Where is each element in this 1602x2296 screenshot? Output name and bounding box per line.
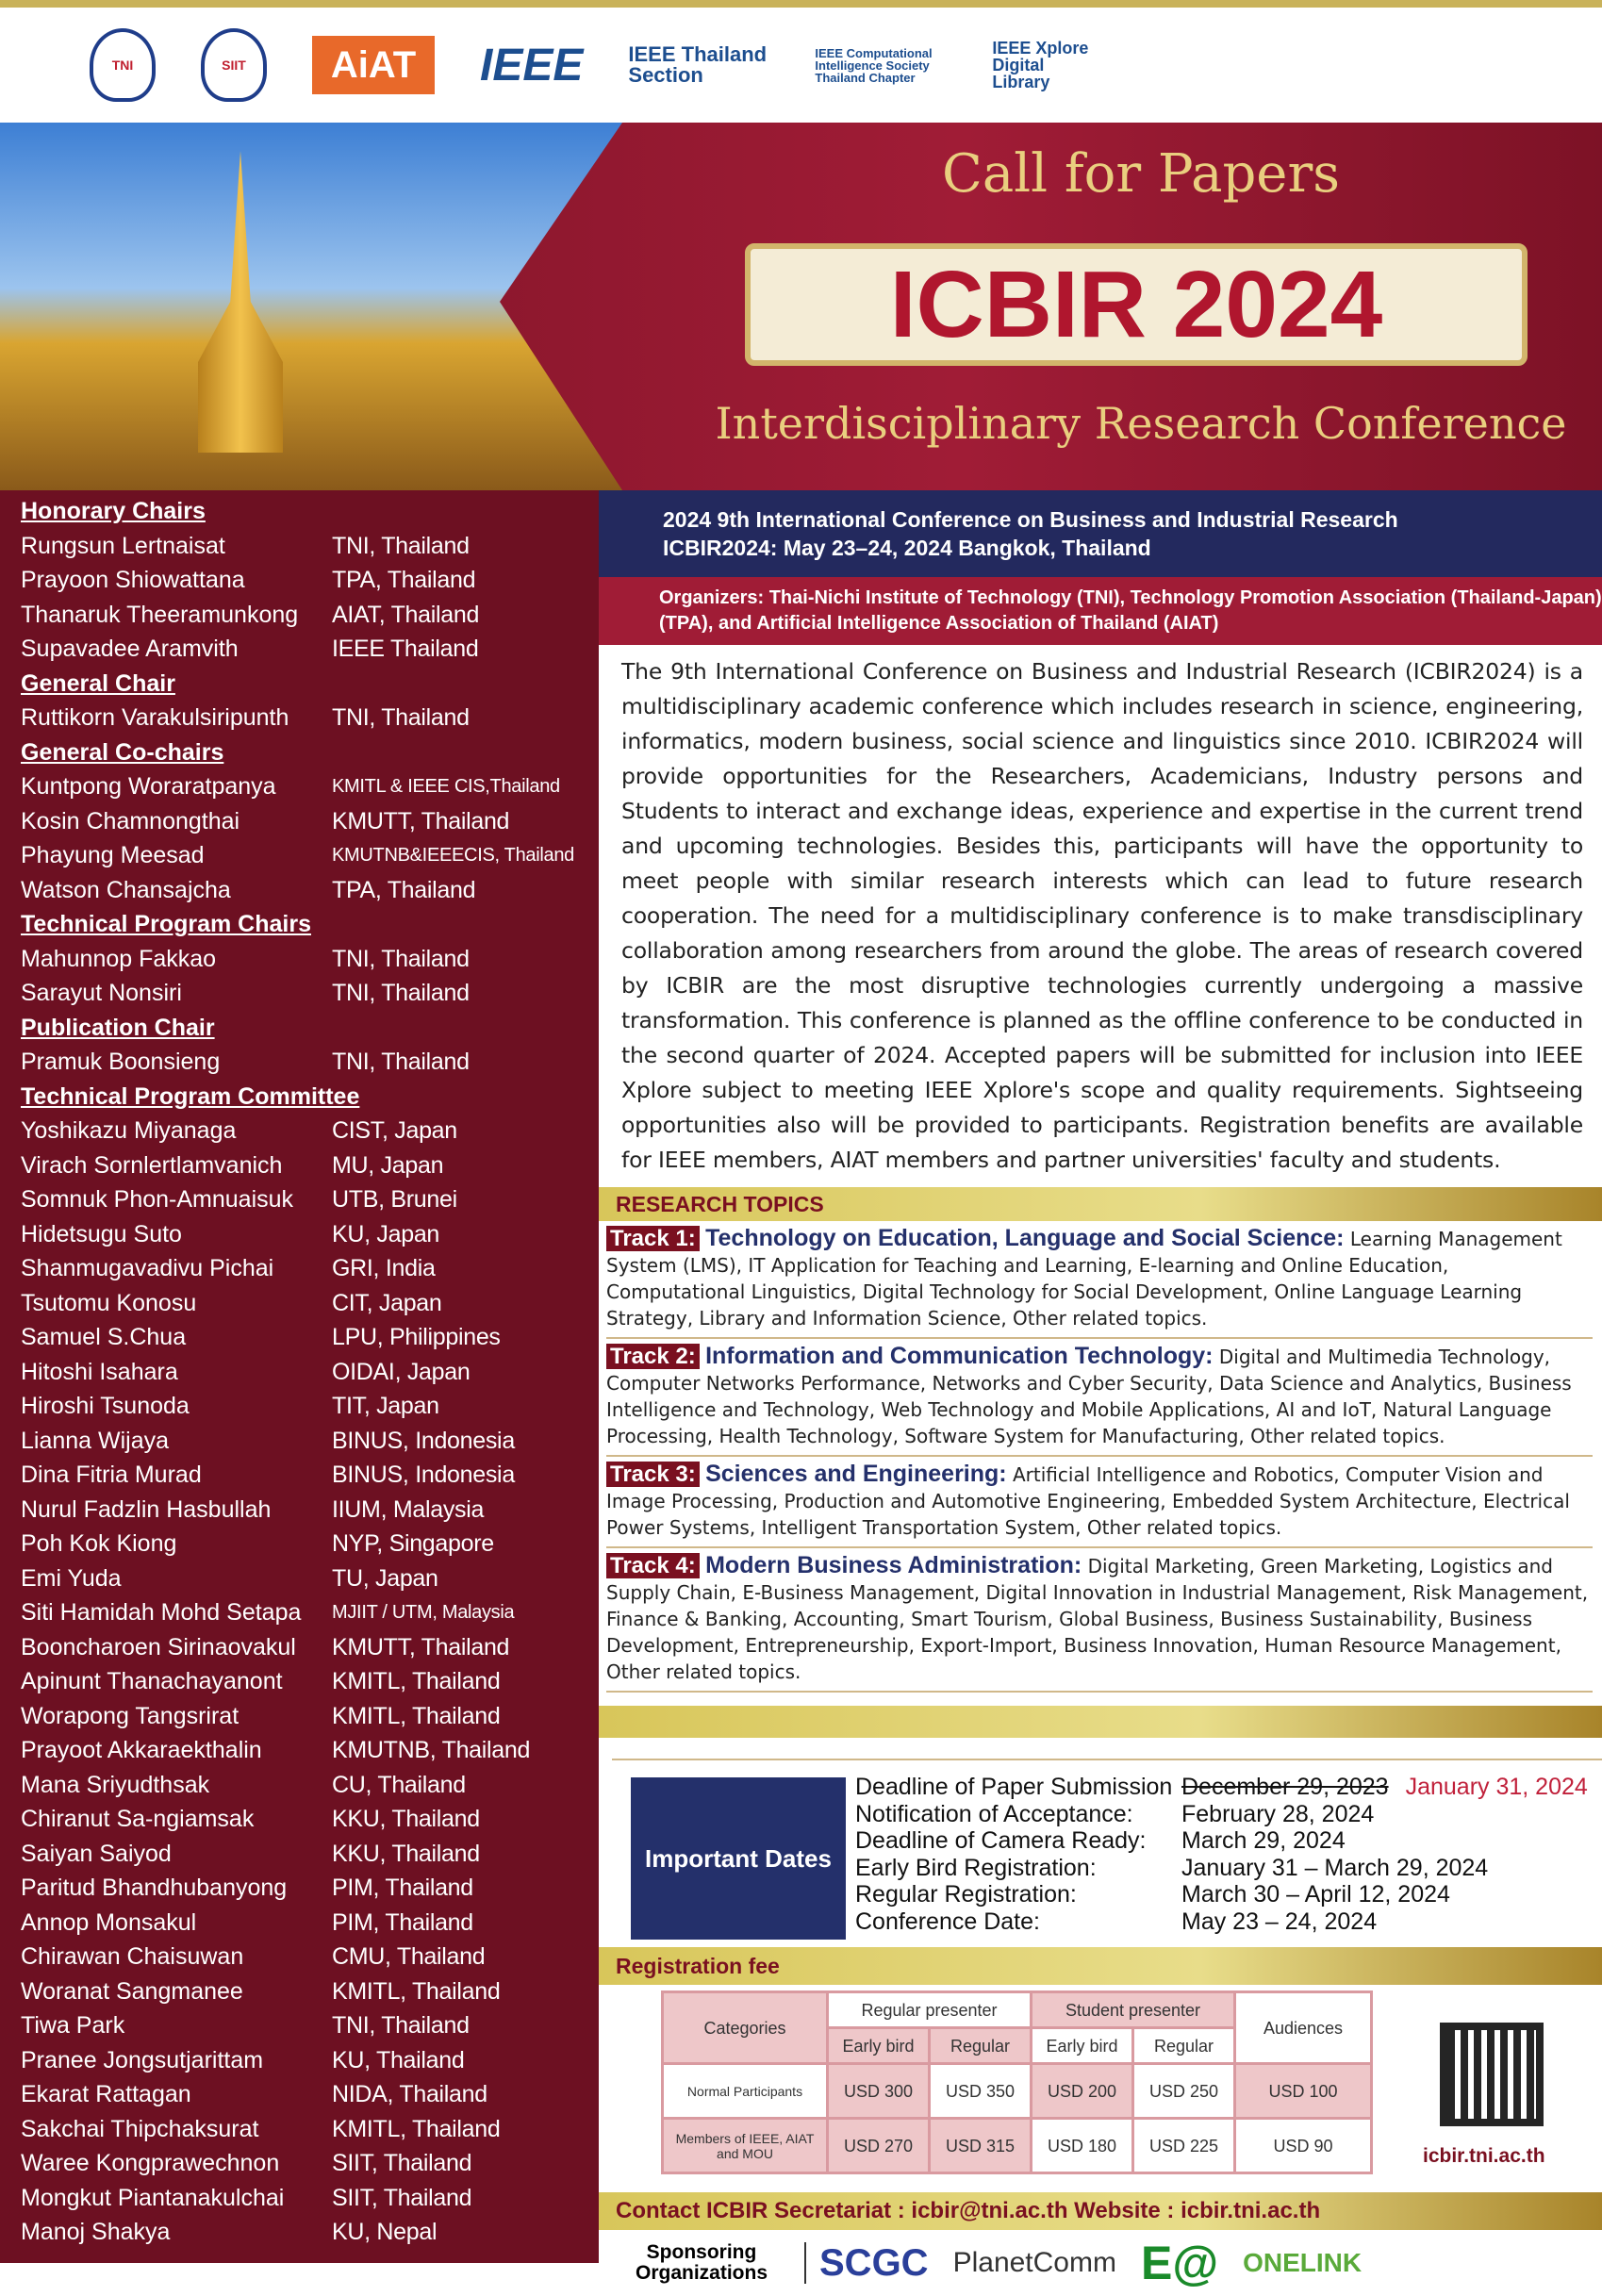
- fee-value: USD 90: [1235, 2119, 1372, 2173]
- member-name: Annop Monsakul: [21, 1908, 197, 1936]
- committee-member: [21, 2146, 599, 2181]
- track-title: Modern Business Administration:: [705, 1552, 1082, 1578]
- fee-value: USD 300: [828, 2064, 930, 2119]
- member-name: Phayung Meesad: [21, 842, 205, 868]
- aiat-logo: AiAT: [312, 36, 435, 94]
- member-name: Lianna Wijaya: [21, 1427, 170, 1454]
- header-categories: Categories: [663, 1992, 828, 2064]
- committee-member: [21, 1493, 599, 1528]
- committee-member: [21, 2181, 599, 2216]
- header-regular: Regular: [930, 2028, 1032, 2064]
- track-title: Sciences and Engineering:: [705, 1461, 1007, 1487]
- member-name: Apinunt Thanachayanont: [21, 1668, 283, 1694]
- member-name: Supavadee Aramvith: [21, 636, 239, 662]
- committee-member: [21, 873, 599, 908]
- committee-member: [21, 563, 599, 598]
- member-affiliation: KMITL, Thailand: [332, 1702, 501, 1729]
- committee-member: [21, 769, 599, 804]
- member-affiliation: BINUS, Indonesia: [332, 1427, 515, 1454]
- committee-member: [21, 976, 599, 1011]
- date-label: Early Bird Registration:: [855, 1854, 1097, 1881]
- date-value: February 28, 2024: [1181, 1800, 1375, 1827]
- track-title: Information and Communication Technology:: [705, 1343, 1214, 1369]
- member-name: Somnuk Phon-Amnuaisuk: [21, 1186, 294, 1213]
- date-value: [1181, 1774, 1588, 1801]
- ieee-cis-logo: IEEE Computational Intelligence Society Thailand Chapter: [815, 45, 933, 85]
- member-name: Ruttikorn Varakulsiripunth: [21, 704, 289, 731]
- committee-member: [21, 1320, 599, 1355]
- member-name: Tsutomu Konosu: [21, 1289, 197, 1316]
- header-early-bird: Early bird: [828, 2028, 930, 2064]
- member-name: Ekarat Rattagan: [21, 2081, 191, 2107]
- conference-info: [599, 490, 1602, 577]
- banner: [0, 123, 1602, 490]
- member-name: Emi Yuda: [21, 1564, 122, 1592]
- main-content: [599, 490, 1602, 2296]
- planetcomm-logo: PlanetComm: [952, 2247, 1116, 2278]
- member-affiliation: GRI, India: [332, 1255, 436, 1281]
- track-label: Track 4:: [606, 1553, 700, 1578]
- member-name: Hidetsugu Suto: [21, 1220, 182, 1247]
- date-value: March 29, 2024: [1181, 1827, 1346, 1854]
- committee-member: [21, 1768, 599, 1803]
- fee-value: USD 200: [1032, 2064, 1133, 2119]
- committee-member: [21, 1630, 599, 1665]
- date-label: Notification of Acceptance:: [855, 1800, 1133, 1827]
- qr-label[interactable]: icbir.tni.ac.th: [1423, 2145, 1545, 2167]
- member-affiliation: KKU, Thailand: [332, 1840, 480, 1867]
- member-name: Prayoot Akkaraekthalin: [21, 1737, 262, 1763]
- member-affiliation: TNI, Thailand: [332, 704, 470, 731]
- member-name: Woranat Sangmanee: [21, 1977, 243, 2005]
- conference-subtitle: Interdisciplinary Research Conference: [715, 398, 1567, 449]
- fee-value: USD 180: [1032, 2119, 1133, 2173]
- new-date: January 31, 2024: [1405, 1774, 1588, 1800]
- member-name: Kosin Chamnongthai: [21, 807, 240, 834]
- date-label: Deadline of Camera Ready:: [855, 1827, 1147, 1854]
- member-name: Chirawan Chaisuwan: [21, 1943, 244, 1970]
- member-name: Mongkut Piantanakulchai: [21, 2184, 285, 2211]
- member-name: Yoshikazu Miyanaga: [21, 1117, 237, 1144]
- committee-member: [21, 1424, 599, 1459]
- member-name: Rungsun Lertnaisat: [21, 532, 225, 559]
- member-name: Waree Kongprawechnon: [21, 2150, 280, 2176]
- committee-member: [21, 1527, 599, 1561]
- ieee-thailand-logo: IEEE Thailand Section: [628, 42, 768, 87]
- date-label: Regular Registration:: [855, 1881, 1077, 1908]
- member-affiliation: TPA, Thailand: [332, 876, 476, 903]
- member-name: Virach Sornlertlamvanich: [21, 1151, 283, 1179]
- member-affiliation: AIAT, Thailand: [332, 601, 480, 628]
- member-name: Hiroshi Tsunoda: [21, 1393, 190, 1419]
- member-affiliation: IIUM, Malaysia: [332, 1495, 485, 1523]
- ieee-logo: IEEE: [480, 40, 584, 91]
- date-row: [855, 1881, 1588, 1908]
- member-affiliation: UTB, Brunei: [332, 1186, 457, 1213]
- date-row: [855, 1855, 1588, 1882]
- committee-member: [21, 1114, 599, 1148]
- committee-member: [21, 1148, 599, 1183]
- member-affiliation: MU, Japan: [332, 1151, 444, 1179]
- member-affiliation: KMUTT, Thailand: [332, 1633, 510, 1660]
- member-name: Poh Kok Kiong: [21, 1530, 177, 1557]
- member-name: Saiyan Saiyod: [21, 1840, 172, 1867]
- member-affiliation: TNI, Thailand: [332, 980, 470, 1006]
- member-affiliation: KU, Nepal: [332, 2219, 438, 2245]
- member-affiliation: TNI, Thailand: [332, 532, 470, 559]
- committee-heading: Honorary Chairs: [21, 498, 206, 524]
- fee-value: USD 100: [1235, 2064, 1372, 2119]
- member-affiliation: KMUTT, Thailand: [332, 807, 510, 834]
- fee-table: [661, 1990, 1373, 2174]
- committee-heading: Technical Program Committee: [21, 1082, 360, 1110]
- member-affiliation: CU, Thailand: [332, 1771, 466, 1798]
- track-topics: Digital Marketing, Green Marketing, Logistics and Supply Chain, E-Business Management, Digital Innovation in Industrial Management, Risk Management, Finance & Banking, Accounting, Smart Tourism, Global Business, Business Sustainability, Business Development, Entrepreneurship, Export-Import, Business Innovation, Human Resource Management, Other related topics.: [606, 1555, 1589, 1683]
- member-name: Sarayut Nonsiri: [21, 980, 182, 1006]
- research-topics-heading: RESEARCH TOPICS: [599, 1187, 1602, 1221]
- member-name: Sakchai Thipchaksurat: [21, 2115, 259, 2142]
- dates-list: [855, 1774, 1588, 1935]
- header-student-presenter: Student presenter: [1032, 1992, 1235, 2028]
- track-title: Technology on Education, Language and Social Science:: [705, 1225, 1345, 1251]
- member-affiliation: TPA, Thailand: [332, 567, 476, 593]
- member-name: Chiranut Sa-ngiamsak: [21, 1806, 255, 1832]
- committee-member: [21, 2077, 599, 2112]
- member-name: Pranee Jongsutjarittam: [21, 2046, 264, 2073]
- member-affiliation: OIDAI, Japan: [332, 1358, 471, 1385]
- committee-member: [21, 1906, 599, 1941]
- golden-stupa: [198, 151, 283, 453]
- registration-heading: Registration fee: [599, 1947, 1602, 1985]
- member-affiliation: LPU, Philippines: [332, 1324, 501, 1350]
- committee-member: [21, 838, 599, 873]
- member-affiliation: KU, Thailand: [332, 2046, 465, 2073]
- track-topics: Artificial Intelligence and Robotics, Computer Vision and Image Processing, Production and Automotive Engineering, Embedded System Architecture, Electrical Power Systems, Intelligent Transportation System, Other related topics.: [606, 1463, 1570, 1539]
- member-name: Nurul Fadzlin Hasbullah: [21, 1495, 272, 1523]
- committee-heading: General Co-chairs: [21, 738, 224, 766]
- member-name: Watson Chansajcha: [21, 876, 231, 903]
- fee-value: USD 250: [1133, 2064, 1235, 2119]
- member-affiliation: MJIIT / UTM, Malaysia: [332, 1602, 515, 1623]
- member-affiliation: KMITL, Thailand: [332, 2115, 501, 2142]
- member-affiliation: KMUTNB&IEEECIS, Thailand: [332, 845, 574, 866]
- fee-value: USD 270: [828, 2119, 930, 2173]
- date-value: May 23 – 24, 2024: [1181, 1908, 1378, 1935]
- header-early-bird: Early bird: [1032, 2028, 1133, 2064]
- committee-member: [21, 804, 599, 839]
- description: The 9th International Conference on Business and Industrial Research (ICBIR2024) is a multidisciplinary academic conference which includes research in science, engineering, informatics, modern business, social science and linguistics since 2010. ICBIR2024 will provide opportunities for the Researchers, Academicians, Industry persons and Students to interact and exchange ideas, experience and expertise in the current trend and upcoming technologies. Besides this, participants will have the opportunity to meet people with similar research interests which can lead to future research cooperation. The need for a multidisciplinary conference is to make transdisciplinary collaboration among researchers from around the globe. The areas of research covered by ICBIR are the most disruptive technologies currently undergoing a massive transformation. This conference is planned as the offline conference to be conducted in the second quarter of 2024. Accepted papers will be submitted for inclusion into IEEE Xplore subject to meeting IEEE Xplore's scope and quality requirements. Sightseeing opportunities also will be provided to participants. Registration benefits are available for IEEE members, AIAT members and partner universities' faculty and students.: [621, 658, 1583, 1173]
- committee-member: [21, 1355, 599, 1390]
- member-affiliation: KKU, Thailand: [332, 1806, 480, 1832]
- committee-member: [21, 942, 599, 977]
- member-affiliation: SIIT, Thailand: [332, 2184, 472, 2211]
- committee-member: [21, 1974, 599, 2009]
- committee-member: [21, 529, 599, 564]
- fee-row: [663, 2064, 1372, 2119]
- date-label: Conference Date:: [855, 1908, 1040, 1935]
- header-regular: Regular: [1133, 2028, 1235, 2064]
- conference-line-2: ICBIR2024: May 23–24, 2024 Bangkok, Thailand: [663, 536, 1151, 560]
- track-3: [606, 1457, 1593, 1548]
- committee-member: [21, 1045, 599, 1080]
- important-dates: [612, 1759, 1602, 1947]
- track-label: Track 3:: [606, 1462, 700, 1487]
- committee-member: [21, 1940, 599, 1974]
- member-affiliation: KMUTNB, Thailand: [332, 1737, 531, 1763]
- member-name: Shanmugavadivu Pichai: [21, 1255, 274, 1281]
- member-affiliation: CIST, Japan: [332, 1117, 457, 1144]
- date-row: [855, 1827, 1588, 1855]
- member-name: Pramuk Boonsieng: [21, 1049, 221, 1075]
- date-value: March 30 – April 12, 2024: [1181, 1881, 1450, 1908]
- date-label: Deadline of Paper Submission: [855, 1774, 1173, 1800]
- committee-member: [21, 1871, 599, 1906]
- committee-member: [21, 1251, 599, 1286]
- member-name: Mana Sriyudthsak: [21, 1771, 210, 1798]
- old-date: December 29, 2023: [1181, 1774, 1389, 1800]
- date-value: January 31 – March 29, 2024: [1181, 1854, 1489, 1881]
- committee-member: [21, 701, 599, 735]
- date-row: [855, 1774, 1588, 1801]
- committee-heading: Technical Program Chairs: [21, 911, 311, 937]
- header-audiences: Audiences: [1235, 1992, 1372, 2064]
- committee-member: [21, 1595, 599, 1630]
- committee-member: [21, 1458, 599, 1493]
- committee-member: [21, 2043, 599, 2078]
- track-4: [606, 1548, 1593, 1693]
- logo-bar: [0, 0, 1602, 123]
- fee-value: USD 225: [1133, 2119, 1235, 2173]
- member-name: Thanaruk Theeramunkong: [21, 601, 299, 628]
- committee-member: [21, 1217, 599, 1252]
- committee-list: [0, 490, 599, 2263]
- member-affiliation: CMU, Thailand: [332, 1943, 486, 1970]
- track-2: [606, 1339, 1593, 1457]
- member-name: Dina Fitria Murad: [21, 1462, 202, 1488]
- member-affiliation: SIIT, Thailand: [332, 2150, 472, 2176]
- member-affiliation: KMITL & IEEE CIS,Thailand: [332, 776, 560, 797]
- contact-info: Contact ICBIR Secretariat : icbir@tni.ac.th Website : icbir.tni.ac.th: [599, 2192, 1602, 2230]
- onelink-logo: ONELINK: [1243, 2248, 1363, 2277]
- siit-logo: SIIT: [201, 28, 267, 102]
- member-name: Kuntpong Woraratpanya: [21, 773, 276, 800]
- member-affiliation: NYP, Singapore: [332, 1530, 494, 1557]
- header-regular-presenter: Regular presenter: [828, 1992, 1032, 2028]
- committee-heading: General Chair: [21, 669, 175, 697]
- member-name: Worapong Tangsrirat: [21, 1702, 239, 1729]
- track-label: Track 1:: [606, 1226, 700, 1251]
- fee-row: [663, 2119, 1372, 2173]
- committee-member: [21, 1182, 599, 1217]
- scgc-logo: SCGC: [819, 2241, 929, 2284]
- committee-member: [21, 1733, 599, 1768]
- track-topics: Digital and Multimedia Technology, Computer Networks Performance, Networks and Cyber Security, Data Science and Analytics, Business Intelligence and Technology, Web Technology and Mobile Applications, AI and IoT, Natural Language Processing, Health Technology, Software System for Manufacturing, Other related topics.: [606, 1346, 1572, 1447]
- member-affiliation: PIM, Thailand: [332, 1908, 473, 1936]
- date-row: [855, 1801, 1588, 1828]
- member-name: Tiwa Park: [21, 2012, 125, 2039]
- committee-member: [21, 1389, 599, 1424]
- tni-logo: TNI: [90, 28, 156, 102]
- member-name: Samuel S.Chua: [21, 1324, 187, 1350]
- fee-category: Normal Participants: [663, 2064, 828, 2119]
- committee-member: [21, 2008, 599, 2043]
- committee-member: [21, 1286, 599, 1321]
- date-row: [855, 1908, 1588, 1936]
- track-1: [606, 1221, 1593, 1339]
- sponsors-label: Sponsoring Organizations: [599, 2242, 806, 2284]
- track-label: Track 2:: [606, 1344, 700, 1369]
- fee-value: USD 315: [930, 2119, 1032, 2173]
- divider-band: [599, 1706, 1602, 1738]
- fee-value: USD 350: [930, 2064, 1032, 2119]
- member-name: Mahunnop Fakkao: [21, 945, 217, 972]
- ea-logo: E@: [1140, 2237, 1219, 2289]
- fee-category: Members of IEEE, AIAT and MOU: [663, 2119, 828, 2173]
- committee-member: [21, 1802, 599, 1837]
- sponsors: [599, 2230, 1602, 2296]
- committee-member: [21, 1837, 599, 1872]
- member-name: Prayoon Shiowattana: [21, 567, 245, 593]
- member-affiliation: CIT, Japan: [332, 1289, 442, 1316]
- track-topics: Learning Management System (LMS), IT Application for Teaching and Learning, E-learning and Online Education, Computational Linguistics, Digital Technology for Social Development, Online Language Learning Strategy, Library and Information Science, Other related topics.: [606, 1228, 1562, 1330]
- member-affiliation: KMITL, Thailand: [332, 1668, 501, 1694]
- registration-fee: [599, 1985, 1602, 2192]
- temple-photo: [0, 123, 641, 490]
- member-name: Paritud Bhandhubanyong: [21, 1875, 288, 1901]
- member-affiliation: TNI, Thailand: [332, 1049, 470, 1075]
- committee-member: [21, 1561, 599, 1596]
- qr-code[interactable]: [1440, 2023, 1544, 2126]
- important-dates-label: Important Dates: [631, 1777, 846, 1940]
- member-affiliation: BINUS, Indonesia: [332, 1462, 515, 1488]
- committee-member: [21, 2215, 599, 2250]
- call-for-papers: Call for Papers: [942, 143, 1340, 205]
- member-name: Siti Hamidah Mohd Setapa: [21, 1599, 302, 1626]
- committee-member: [21, 632, 599, 667]
- member-affiliation: PIM, Thailand: [332, 1875, 473, 1901]
- member-affiliation: KMITL, Thailand: [332, 1977, 501, 2005]
- ieee-xplore-logo: IEEE Xplore Digital Library: [992, 39, 1089, 91]
- organizers: Organizers: Thai-Nichi Institute of Technology (TNI), Technology Promotion Association (Thailand-Japan) (TPA), and Artificial Intelligence Association of Thailand (AIAT): [599, 577, 1602, 645]
- committee-member: [21, 1664, 599, 1699]
- member-name: Hitoshi Isahara: [21, 1358, 178, 1385]
- conference-title: ICBIR 2024: [745, 243, 1528, 366]
- committee-member: [21, 2112, 599, 2147]
- member-affiliation: NIDA, Thailand: [332, 2081, 487, 2107]
- member-affiliation: TNI, Thailand: [332, 945, 470, 972]
- committee-member: [21, 1699, 599, 1734]
- conference-line-1: 2024 9th International Conference on Business and Industrial Research: [663, 507, 1398, 532]
- member-affiliation: TNI, Thailand: [332, 2012, 470, 2039]
- committee-member: [21, 598, 599, 633]
- tracks: [599, 1221, 1602, 1693]
- member-affiliation: IEEE Thailand: [332, 636, 479, 662]
- committee-heading: Publication Chair: [21, 1014, 215, 1041]
- member-name: Manoj Shakya: [21, 2219, 171, 2245]
- member-affiliation: KU, Japan: [332, 1220, 440, 1247]
- member-name: Booncharoen Sirinaovakul: [21, 1633, 296, 1660]
- member-affiliation: TU, Japan: [332, 1564, 438, 1592]
- member-affiliation: TIT, Japan: [332, 1393, 439, 1419]
